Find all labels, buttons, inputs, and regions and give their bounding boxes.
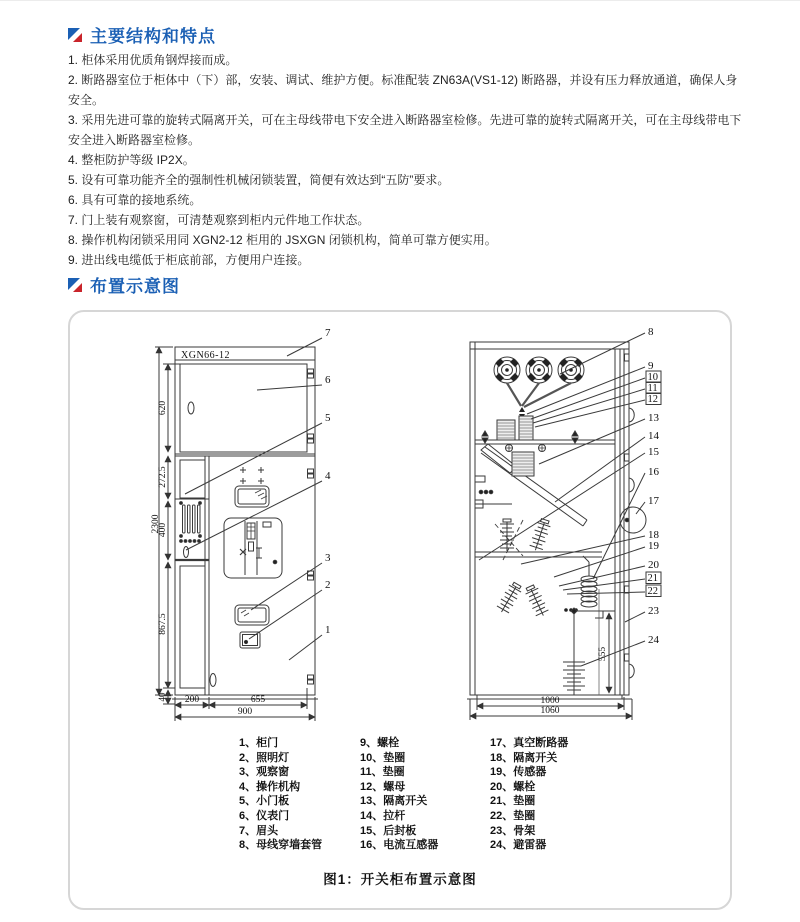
legend-item: 5、小门板 xyxy=(239,795,290,808)
legend-item: 11、垫圈 xyxy=(360,766,405,779)
legend-item: 18、隔离开关 xyxy=(490,751,558,764)
side-view-drawing xyxy=(457,324,667,724)
figure-caption: 图1：开关柜布置示意图 xyxy=(323,872,477,887)
callout-3: 3 xyxy=(325,552,331,564)
legend-item: 23、骨架 xyxy=(490,824,536,837)
features-list xyxy=(68,50,744,270)
dim-400-label: 400 xyxy=(158,522,168,538)
legend-item: 9、螺栓 xyxy=(360,737,400,749)
dim-1000-label: 1000 xyxy=(540,696,560,706)
legend-item: 21、垫圈 xyxy=(490,795,536,808)
page-top-divider xyxy=(0,0,800,1)
callout-2: 2 xyxy=(325,579,331,591)
legend-item: 15、后封板 xyxy=(360,824,417,837)
callout-24: 24 xyxy=(648,634,659,646)
callout-13: 13 xyxy=(648,412,659,424)
section-header-features xyxy=(68,22,216,47)
legend-item: 20、螺栓 xyxy=(490,780,536,793)
dim-555-label: 555 xyxy=(598,646,608,662)
legend-item: 13、隔离开关 xyxy=(360,795,428,808)
callout-5: 5 xyxy=(325,412,331,424)
model-label: XGN66-12 xyxy=(181,350,230,361)
legend-item: 6、仪表门 xyxy=(239,809,290,822)
legend-item: 16、电流互感器 xyxy=(360,839,439,852)
callout-17: 17 xyxy=(648,495,659,507)
callout-16: 16 xyxy=(648,466,659,478)
dim-1060-label: 1060 xyxy=(540,706,560,716)
callout-7: 7 xyxy=(325,327,331,339)
front-dimension-lines xyxy=(155,347,315,721)
callout-4: 4 xyxy=(325,470,331,482)
callout-19: 19 xyxy=(648,540,659,552)
feature-item-3: 3. 采用先进可靠的旋转式隔离开关，可在主母线带电下安全进入断路器室检修。先进可靠的旋转式隔离开关，可在主母线带电下安全进入断路器室检修。 xyxy=(68,113,742,147)
busbar-stack-and-shelf xyxy=(475,416,615,452)
feature-item-1: 1. 柜体采用优质角钢焊接而成。 xyxy=(68,53,238,67)
callout-21: 21 xyxy=(647,573,658,584)
front-doors-and-details xyxy=(175,369,314,688)
callout-18: 18 xyxy=(648,529,659,541)
feature-item-6: 6. 具有可靠的接地系统。 xyxy=(68,193,202,207)
section-title-layout: 布置示意图 xyxy=(90,277,180,296)
legend-item: 12、螺母 xyxy=(360,780,406,793)
parts-legend xyxy=(239,736,620,853)
feature-item-4: 4. 整柜防护等级 IP2X。 xyxy=(68,153,195,167)
section-marker-icon xyxy=(68,278,82,292)
insulators xyxy=(495,518,577,619)
legend-column-2 xyxy=(360,736,490,853)
legend-item: 24、避雷器 xyxy=(490,839,547,852)
callout-20: 20 xyxy=(648,559,659,571)
feature-item-7: 7. 门上装有观察窗，可清楚观察到柜内元件地工作状态。 xyxy=(68,213,370,227)
section-title-features: 主要结构和特点 xyxy=(90,27,216,46)
legend-item: 14、拉杆 xyxy=(360,809,406,822)
dim-200-label: 200 xyxy=(184,695,200,705)
dim-867-label: 867.5 xyxy=(158,613,168,635)
section-marker-icon xyxy=(68,28,82,42)
callout-12: 12 xyxy=(647,394,658,405)
callout-22: 22 xyxy=(647,586,658,597)
callout-1: 1 xyxy=(325,624,331,636)
front-view-drawing xyxy=(143,324,355,724)
feature-item-2: 2. 断路器室位于柜体中（下）部，安装、调试、维护方便。标准配装 ZN63A(VS1-12) 断路器，并设有压力释放通道，确保人身安全。 xyxy=(68,73,738,107)
callout-10: 10 xyxy=(647,372,658,383)
legend-item: 8、母线穿墙套管 xyxy=(239,839,323,852)
busbar-bushings xyxy=(494,357,584,430)
legend-column-3 xyxy=(490,736,620,853)
legend-item: 19、传感器 xyxy=(490,766,547,779)
legend-item: 3、观察窗 xyxy=(239,766,290,779)
dim-655-label: 655 xyxy=(250,695,266,705)
figure-panel xyxy=(68,310,732,910)
disconnect-switch-mechanism xyxy=(475,444,602,560)
dim-2300-label: 2300 xyxy=(151,514,161,534)
legend-item: 17、真空断路器 xyxy=(490,737,569,749)
feature-item-8: 8. 操作机构闭锁采用同 XGN2-12 柜用的 JSXGN 闭锁机构，简单可靠方便实用。 xyxy=(68,233,497,247)
dim-900-label: 900 xyxy=(237,707,253,717)
callout-8: 8 xyxy=(648,326,654,338)
callout-9: 9 xyxy=(648,360,654,372)
dim-40-label: 40 xyxy=(157,692,167,702)
legend-item: 1、柜门 xyxy=(239,737,279,749)
callout-15: 15 xyxy=(648,446,659,458)
side-frame xyxy=(467,342,632,699)
legend-item: 2、照明灯 xyxy=(239,751,290,764)
dim-272-label: 272.5 xyxy=(158,466,168,488)
callout-14: 14 xyxy=(648,430,659,442)
callout-6: 6 xyxy=(325,374,331,386)
dim-620-label: 620 xyxy=(158,400,168,416)
legend-item: 7、眉头 xyxy=(239,824,279,837)
section-header-layout xyxy=(68,272,180,297)
callout-23: 23 xyxy=(648,605,659,617)
feature-item-9: 9. 进出线电缆低于柜底前部，方便用户连接。 xyxy=(68,253,310,267)
legend-item: 4、操作机构 xyxy=(239,780,301,793)
legend-item: 22、垫圈 xyxy=(490,809,536,822)
callout-11: 11 xyxy=(647,383,658,394)
feature-item-5: 5. 设有可靠功能齐全的强制性机械闭锁装置，简便有效达到“五防”要求。 xyxy=(68,173,450,187)
legend-column-1 xyxy=(239,736,360,853)
legend-item: 10、垫圈 xyxy=(360,751,406,764)
